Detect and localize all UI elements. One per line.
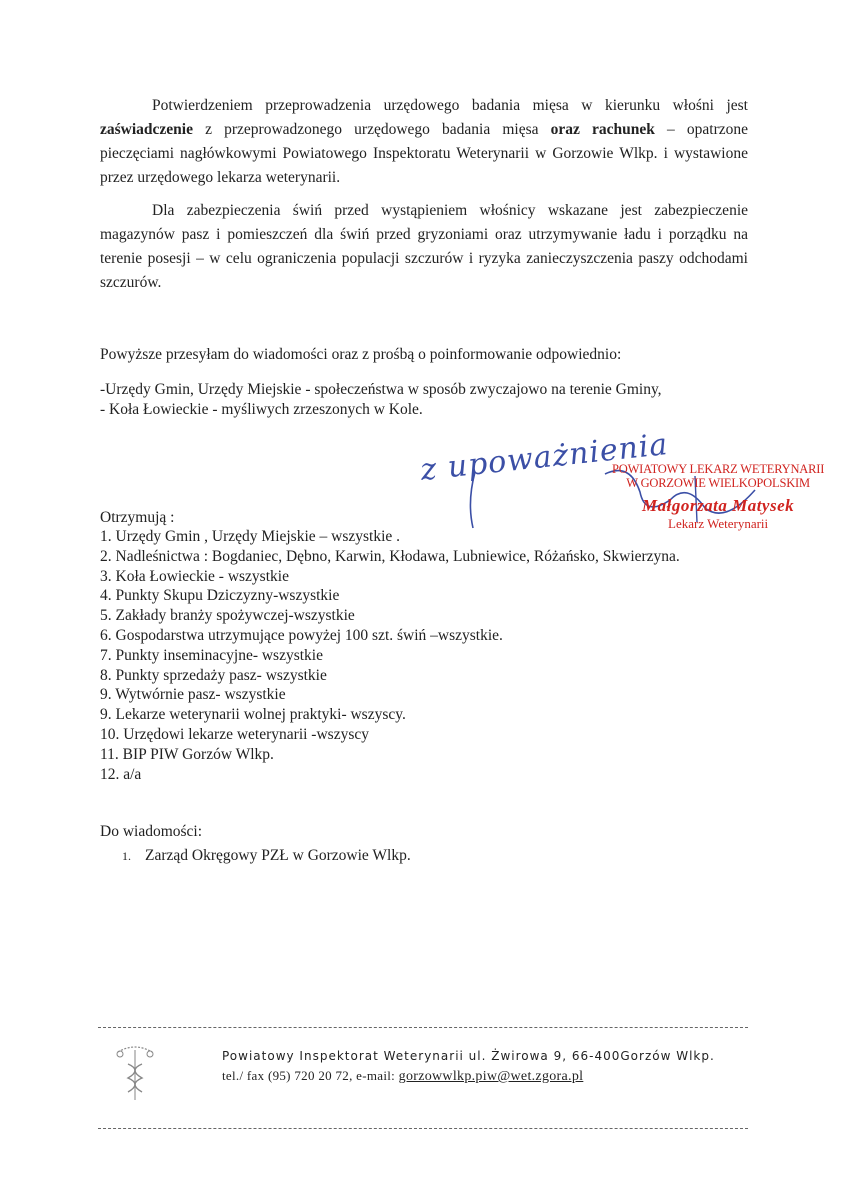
footer-contact bbox=[222, 1046, 715, 1087]
notify-line-2: - Koła Łowieckie - myśliwych zrzeszonych w Kole. bbox=[100, 401, 423, 418]
paragraph1-tail: – opatrzone pieczęciami nagłówkowymi Powiatowego Inspektoratu Weterynarii w Gorzowie Wlkp. i wystawione przez urzędowego lekarza weterynarii. bbox=[100, 121, 748, 186]
list-item: 1. Urzędy Gmin , Urzędy Miejskie – wszystkie . bbox=[100, 528, 401, 545]
paragraph1-lead: Potwierdzeniem przeprowadzenia urzędowego badania mięsa w kierunku włośni jest bbox=[152, 97, 748, 114]
footer-phone-line bbox=[222, 1066, 715, 1087]
stamp-title: Lekarz Weterynarii bbox=[668, 516, 769, 531]
list-item: 5. Zakłady branży spożywczej-wszystkie bbox=[100, 607, 355, 625]
list-item: 7. Punkty inseminacyjne- wszystkie bbox=[100, 646, 323, 664]
cc-item-text: Zarząd Okręgowy PZŁ w Gorzowie Wlkp. bbox=[145, 847, 411, 864]
official-stamp bbox=[612, 462, 824, 532]
paragraph1-bold-certificate: zaświadczenie bbox=[100, 121, 193, 138]
list-item: 10. Urzędowi lekarze weterynarii -wszyscy bbox=[100, 725, 369, 743]
list-item: 6. Gospodarstwa utrzymujące powyżej 100 szt. świń –wszystkie. bbox=[100, 626, 503, 644]
list-item: 11. BIP PIW Gorzów Wlkp. bbox=[100, 745, 274, 763]
footer-email-link[interactable]: gorzowwlkp.piw@wet.zgora.pl bbox=[398, 1069, 584, 1084]
list-item: 12. a/a bbox=[100, 765, 142, 783]
caduceus-logo-icon bbox=[110, 1040, 160, 1105]
footer-address: Powiatowy Inspektorat Weterynarii ul. Żwirowa 9, 66-400Gorzów Wlkp. bbox=[222, 1049, 715, 1063]
paragraph1-mid: z przeprowadzonego urzędowego badania mięsa bbox=[192, 121, 551, 138]
list-item: 3. Koła Łowieckie - wszystkie bbox=[100, 567, 289, 585]
cc-heading: Do wiadomości: bbox=[100, 823, 203, 840]
recipients-list bbox=[100, 527, 680, 784]
list-item: 2. Nadleśnictwa : Bogdaniec, Dębno, Karwin, Kłodawa, Lubniewice, Różańsko, Skwierzyna. bbox=[100, 547, 680, 565]
stamp-line-2: W GORZOWIE WIELKOPOLSKIM bbox=[626, 476, 810, 490]
cc-item-number: 1. bbox=[122, 849, 131, 863]
list-item: 8. Punkty sprzedaży pasz- wszystkie bbox=[100, 666, 327, 684]
request-line: Powyższe przesyłam do wiadomości oraz z prośbą o poinformowanie odpowiednio: bbox=[100, 346, 622, 363]
list-item: 4. Punkty Skupu Dziczyzny-wszystkie bbox=[100, 587, 340, 605]
footer-phone: tel./ fax (95) 720 20 72, e-mail: bbox=[222, 1068, 399, 1083]
notify-line-1: -Urzędy Gmin, Urzędy Miejskie - społeczeństwa w sposób zwyczajowo na terenie Gminy, bbox=[100, 381, 662, 398]
paragraph1-bold-invoice: oraz rachunek bbox=[550, 121, 655, 138]
stamp-line-1: POWIATOWY LEKARZ WETERYNARII bbox=[612, 462, 825, 476]
paragraph2-text: Dla zabezpieczenia świń przed wystąpieniem włośnicy wskazane jest zabezpieczenie magazynów pasz i pomieszczeń dla świń przed gryzoniami oraz utrzymywanie ładu i porządku na terenie posesji – w celu ograniczenia populacji szczurów i ryzyka zanieczyszczenia paszy odchodami szczurów. bbox=[100, 202, 748, 291]
list-item: 9. Wytwórnie pasz- wszystkie bbox=[100, 686, 286, 704]
footer-bottom-divider bbox=[98, 1128, 748, 1129]
stamp-name: Małgorzata Matysek bbox=[642, 496, 795, 515]
paragraph-verification bbox=[100, 94, 748, 190]
recipients-heading: Otrzymują : bbox=[100, 509, 175, 526]
cc-item bbox=[122, 846, 411, 866]
handwritten-signature: z upoważnienia bbox=[418, 427, 670, 488]
list-item: 9. Lekarze weterynarii wolnej praktyki- wszyscy. bbox=[100, 706, 406, 724]
footer-top-divider bbox=[98, 1027, 748, 1028]
paragraph-protection bbox=[100, 199, 748, 295]
